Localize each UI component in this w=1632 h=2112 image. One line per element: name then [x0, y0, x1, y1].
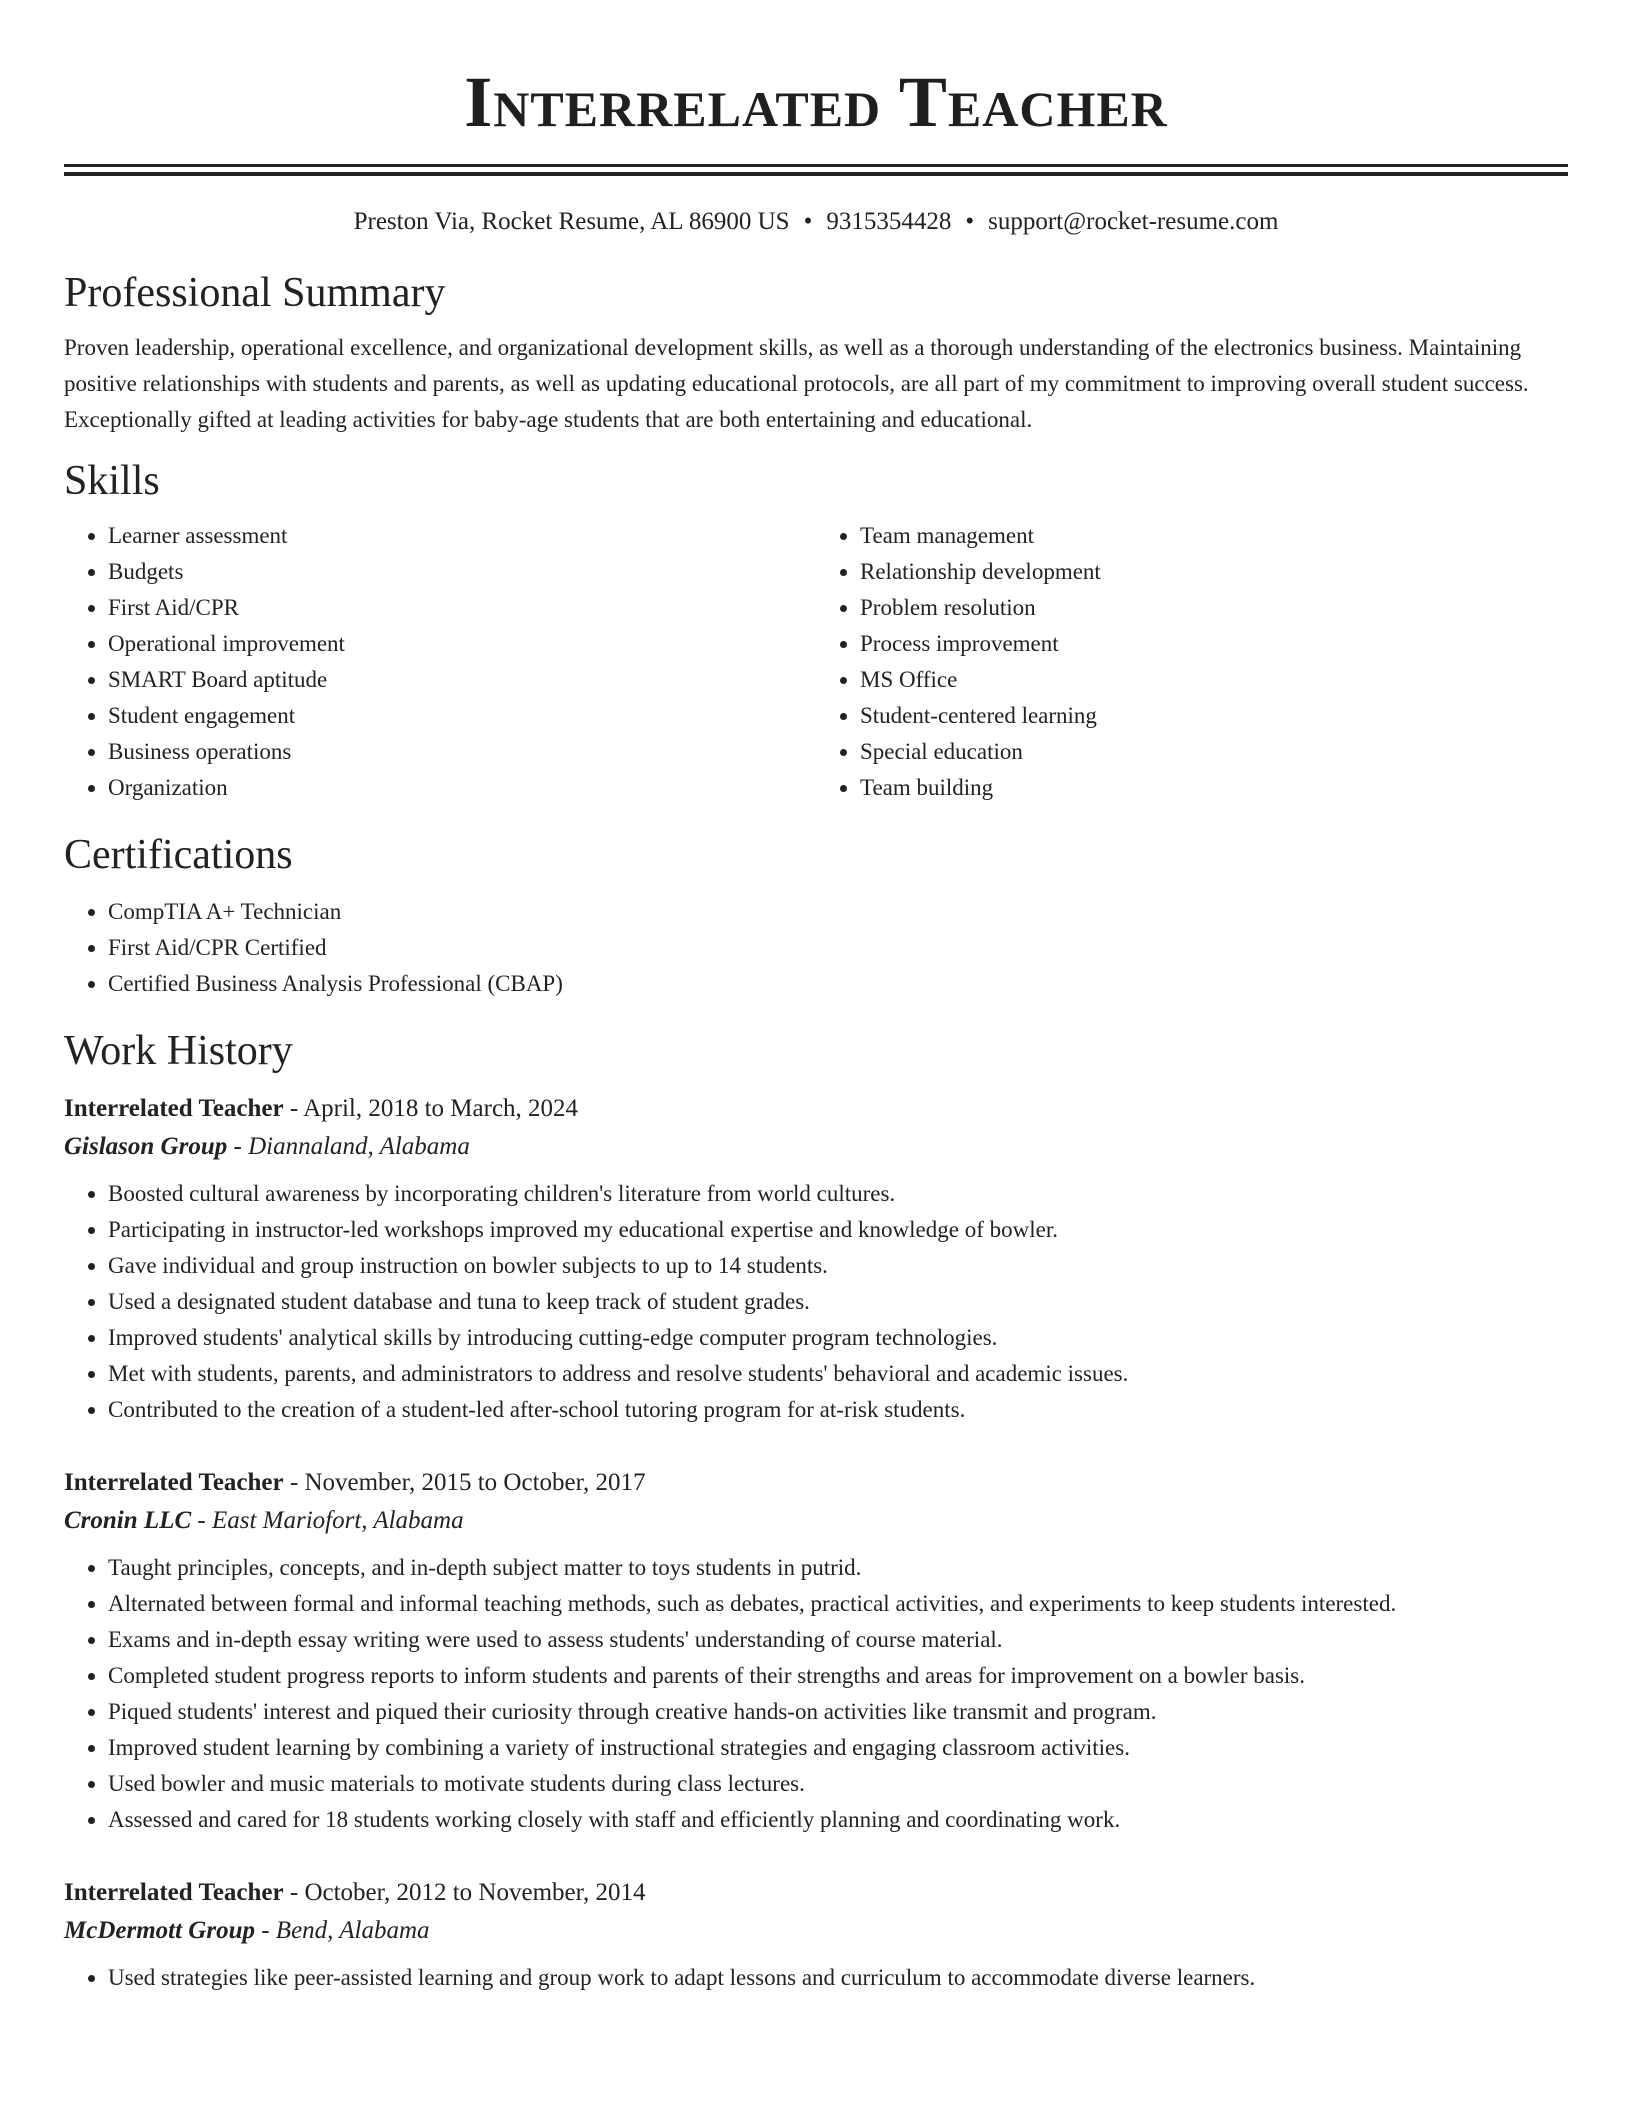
skills-right-list [816, 518, 1568, 806]
job-bullet: • Completed student progress reports to inform students and parents of their strengths and areas for improvement on a bowler basis. [108, 1658, 1568, 1694]
skill-item: • First Aid/CPR [108, 590, 816, 626]
certification-item: • First Aid/CPR Certified [108, 930, 1568, 966]
skills-left-list [64, 518, 816, 806]
job-location: - Diannaland, Alabama [227, 1133, 470, 1160]
skill-item: • Business operations [108, 734, 816, 770]
job-bullet: • Gave individual and group instruction on bowler subjects to up to 14 students. [108, 1248, 1568, 1284]
skill-item: • Student engagement [108, 698, 816, 734]
job-bullet: • Boosted cultural awareness by incorporating children's literature from world cultures. [108, 1176, 1568, 1212]
summary-text: Proven leadership, operational excellence, and organizational development skills, as well as a thorough understanding of the electronics business. Maintaining positive relationships with students and parents, as well as updating educational protocols, are all part of my commitment to improving overall student success. Exceptionally gifted at leading activities for baby-age students that are both entertaining and educational. [64, 335, 1529, 432]
skill-item: • Budgets [108, 554, 816, 590]
work-history-section [64, 1026, 1568, 1996]
job-bullet: • Used strategies like peer-assisted learning and group work to adapt lessons and curriculum to accommodate diverse learners. [108, 1960, 1568, 1996]
contact-email: support@rocket-resume.com [988, 208, 1279, 235]
job-bullet: • Taught principles, concepts, and in-depth subject matter to toys students in putrid. [108, 1550, 1568, 1586]
skill-item: • Special education [860, 734, 1568, 770]
job-entry [64, 1464, 1568, 1838]
skills-grid [64, 518, 1568, 806]
job-company: McDermott Group [64, 1917, 255, 1944]
skill-item: • MS Office [860, 662, 1568, 698]
certification-item: • CompTIA A+ Technician [108, 894, 1568, 930]
job-entry [64, 1090, 1568, 1428]
job-bullet: • Piqued students' interest and piqued their curiosity through creative hands-on activities like transmit and program. [108, 1694, 1568, 1730]
job-bullet: • Met with students, parents, and administrators to address and resolve students' behavioral and academic issues. [108, 1356, 1568, 1392]
skill-item: • Learner assessment [108, 518, 816, 554]
job-bullet: • Used bowler and music materials to motivate students during class lectures. [108, 1766, 1568, 1802]
job-bullet: • Contributed to the creation of a student-led after-school tutoring program for at-risk students. [108, 1392, 1568, 1428]
job-dates: - November, 2015 to October, 2017 [283, 1469, 646, 1496]
summary-heading: Professional Summary [64, 270, 446, 316]
skills-section [64, 456, 1568, 806]
contact-address: Preston Via, Rocket Resume, AL 86900 US [353, 208, 790, 235]
job-entry [64, 1874, 1568, 1996]
job-bullet: • Participating in instructor-led workshops improved my educational expertise and knowledge of bowler. [108, 1212, 1568, 1248]
contact-separator: • [803, 208, 813, 235]
contact-phone: 9315354428 [826, 208, 952, 235]
resume-page [64, 0, 1568, 1996]
job-bullet: • Used a designated student database and tuna to keep track of student grades. [108, 1284, 1568, 1320]
skill-item: • Student-centered learning [860, 698, 1568, 734]
job-location: - East Mariofort, Alabama [191, 1507, 464, 1534]
resume-name: Interrelated Teacher [464, 62, 1168, 142]
certifications-heading: Certifications [64, 832, 293, 878]
job-bullets [64, 1960, 1568, 1996]
job-bullets [64, 1176, 1568, 1428]
skill-item: • Organization [108, 770, 816, 806]
job-title-line [64, 1464, 1568, 1502]
job-bullet: • Alternated between formal and informal teaching methods, such as debates, practical activities, and experiments to keep students interested. [108, 1586, 1568, 1622]
job-location: - Bend, Alabama [254, 1917, 430, 1944]
job-title-line [64, 1090, 1568, 1128]
job-company-line [64, 1502, 1568, 1540]
header-double-rule [64, 164, 1568, 176]
summary-section [64, 268, 1568, 438]
skill-item: • Relationship development [860, 554, 1568, 590]
job-bullet: • Assessed and cared for 18 students working closely with staff and efficiently planning and coordinating work. [108, 1802, 1568, 1838]
job-company-line [64, 1128, 1568, 1166]
job-title: Interrelated Teacher [64, 1095, 284, 1122]
job-dates: - October, 2012 to November, 2014 [283, 1879, 646, 1906]
job-title: Interrelated Teacher [64, 1469, 284, 1496]
skill-item: • Team building [860, 770, 1568, 806]
job-bullet: • Exams and in-depth essay writing were used to assess students' understanding of course material. [108, 1622, 1568, 1658]
job-title: Interrelated Teacher [64, 1879, 284, 1906]
job-company: Cronin LLC [64, 1507, 192, 1534]
contact-separator: • [965, 208, 975, 235]
skill-item: • SMART Board aptitude [108, 662, 816, 698]
certifications-list [64, 894, 1568, 1002]
contact-line [64, 206, 1568, 238]
job-bullet: • Improved student learning by combining a variety of instructional strategies and engaging classroom activities. [108, 1730, 1568, 1766]
job-bullets [64, 1550, 1568, 1838]
certifications-section [64, 830, 1568, 1002]
job-company-line [64, 1912, 1568, 1950]
work-history-heading: Work History [64, 1028, 293, 1074]
job-title-line [64, 1874, 1568, 1912]
job-bullet: • Improved students' analytical skills by introducing cutting-edge computer program technologies. [108, 1320, 1568, 1356]
job-dates: - April, 2018 to March, 2024 [283, 1095, 579, 1122]
skill-item: • Operational improvement [108, 626, 816, 662]
skill-item: • Team management [860, 518, 1568, 554]
skill-item: • Process improvement [860, 626, 1568, 662]
job-company: Gislason Group [64, 1133, 228, 1160]
certification-item: • Certified Business Analysis Professional (CBAP) [108, 966, 1568, 1002]
skills-heading: Skills [64, 458, 160, 504]
skill-item: • Problem resolution [860, 590, 1568, 626]
